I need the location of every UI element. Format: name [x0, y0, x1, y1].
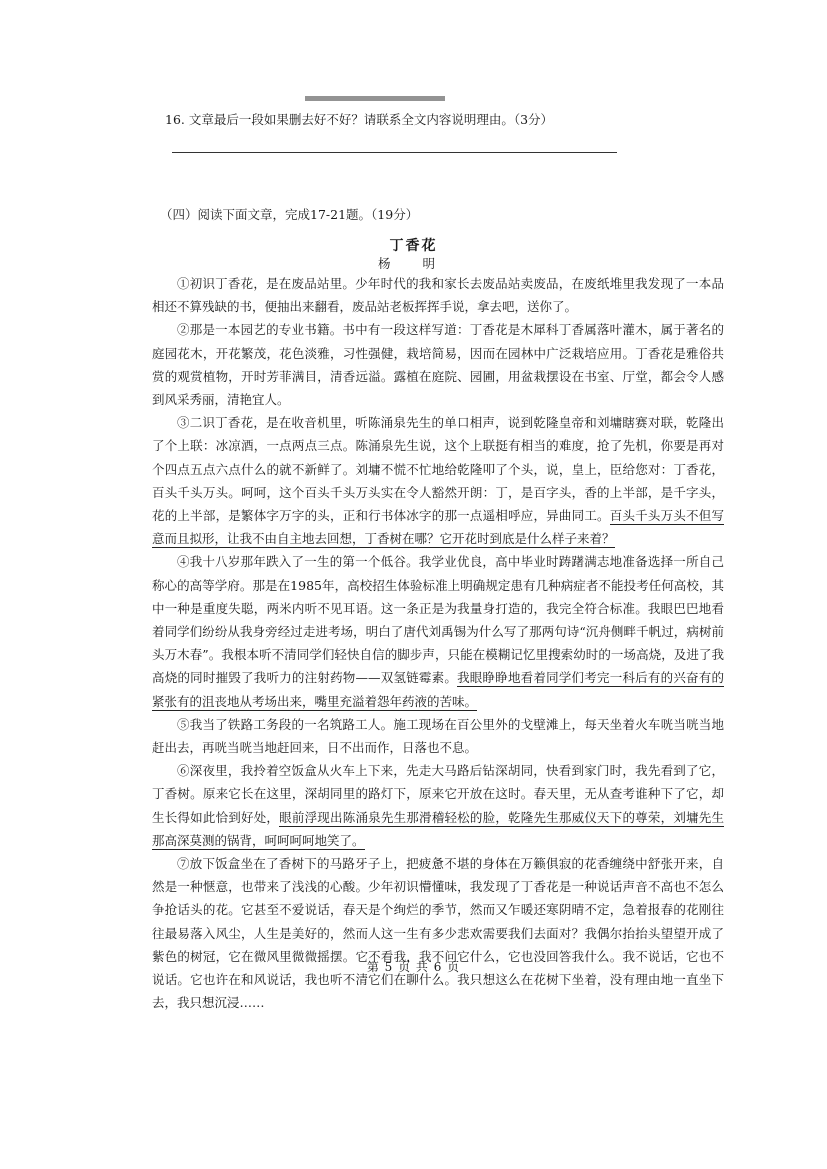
- question-16: 16. 文章最后一段如果删去好不好？请联系全文内容说明理由。（3分）: [165, 112, 554, 127]
- paragraph-2: ②那是一本园艺的专业书籍。书中有一段这样写道：丁香花是木犀科丁香属落叶灌木，属于著名的庭园花木，开花繁茂，花色淡雅，习性强健，栽培简易，因而在园林中广泛栽培应用。丁香花是雅俗共赏的观赏植物，开时芳菲满目，清香远溢。露植在庭院、园圃，用盆栽摆设在书室、厅堂，都会令人感到风采秀丽，清艳宜人。: [152, 322, 724, 408]
- page-footer: 第 5 页 共 6 页: [366, 960, 461, 974]
- paragraph-1: ①初识丁香花，是在废品站里。少年时代的我和家长去废品站卖废品，在废纸堆里我发现了一本品相还不算残缺的书，便抽出来翻看，废品站老板挥挥手说，拿去吧，送你了。: [152, 276, 724, 315]
- paragraph-5: ⑤我当了铁路工务段的一名筑路工人。施工现场在百公里外的戈壁滩上，每天坐着火车咣当咣当地赶出去，再咣当咣当地赶回来，日不出而作，日落也不息。: [152, 716, 724, 756]
- answer-line: [172, 152, 617, 153]
- underlined-sentence-4: 我眼睁睁地看着同学们考完一科后有的兴奋有的紧张有的沮丧地从考场出来，嘴里充溢着怨年药液的苦味。: [152, 670, 724, 709]
- paragraph-4: ④我十八岁那年跌入了一生的第一个低谷。我学业优良，高中毕业时踌躇满志地准备选择一所自己称心的高等学府。那是在1985年，高校招生体验标准上明确规定患有几种病症者不能投考任何高校，其中一种是重度失聪，两米内听不见耳语。这一条正是为我量身打造的，我完全符合标准。我眼巴巴地看着同学们纷纷从我身旁经过走进考场，明白了唐代刘禹锡为什么写了那两句诗“沉舟侧畔千帆过，病树前头万木春”。我根本听不清同学们轻快自信的脚步声，只能在模糊记忆里搜索幼时的一场高烧，及进了我高烧的同时摧毁了我听力的注射药物——双氢链霉素。我眼睁睁地看着同学们考完一科后有的兴奋有的紧张有的沮丧地从考场出来，嘴里充溢着怨年药液的苦味。: [152, 554, 724, 709]
- scan-artifact: [305, 96, 445, 101]
- article-title: 丁香花: [389, 238, 438, 254]
- article-author: 杨 明: [378, 256, 449, 271]
- paragraph-6: ⑥深夜里，我拎着空饭盒从火车上下来，先走大马路后钻深胡同，快看到家门时，我先看到了它，丁香树。原来它长在这里，深胡同里的路灯下，原来它开放在这时。春天里，无从查考谁种下了它，却生长得如此恰到好处，眼前浮现出陈涌泉先生那滑稽轻松的脸，乾隆先生那威仪天下的尊荣，刘墉先生那高深莫测的锅背，呵呵呵呵地笑了。: [152, 763, 724, 848]
- underlined-sentence-3: 百头千头万头不但写意而且拟形，让我不由自主地去回想，丁香树在哪？它开花时到底是什么样子来着？: [152, 508, 724, 547]
- section-heading: （四）阅读下面文章，完成17-21题。（19分）: [160, 207, 419, 222]
- paragraph-7: ⑦放下饭盒坐在了香树下的马路牙子上，把疲惫不堪的身体在万籁俱寂的花香缠绕中舒张开来，自然是一种惬意，也带来了浅浅的心酸。少年初识懵懂味，我发现了丁香花是一种说话声音不高也不怎么争抢话头的花。它甚至不爱说话，春天是个绚烂的季节，然而又乍暖还寒阴晴不定，急着报春的花刚往往最易落入风尘，人生是美好的，然而人这一生有多少悲欢需要我们去面对？我偶尔抬抬头望望开成了紫色的树冠，它在微风里微微摇摆。它不看我，我不问它什么，它也没回答我什么。我不说话，它也不说话。它也许在和风说话，我也听不清它们在聊什么。我只想这么在花树下坐着，没有理由地一直坐下去，我只想沉浸……: [152, 856, 724, 1011]
- underlined-sentence-6: 眼前浮现出陈涌泉先生那滑稽轻松的脸，乾隆先生那威仪天下的尊荣，刘墉先生那高深莫测的锅背，呵呵呵呵地笑了。: [152, 809, 724, 848]
- article-body: [152, 272, 724, 1015]
- paragraph-3: ③二识丁香花，是在收音机里，听陈涌泉先生的单口相声，说到乾隆皇帝和刘墉瞎赛对联，乾隆出了个上联：冰凉酒，一点两点三点。陈涌泉先生说，这个上联挺有相当的难度，抢了先机，你要是再对个四点五点六点什么的就不新鲜了。刘墉不慌不忙地给乾隆叩了个头，说，皇上，臣给您对：丁香花，百头千头万头。呵呵，这个百头千头万头实在令人豁然开朗：丁，是百字头，香的上半部，是千字头，花的上半部，是繁体字万字的头，正和行书体冰字的那一点遥相呼应，异曲同工。百头千头万头不但写意而且拟形，让我不由自主地去回想，丁香树在哪？它开花时到底是什么样子来着？: [152, 415, 724, 547]
